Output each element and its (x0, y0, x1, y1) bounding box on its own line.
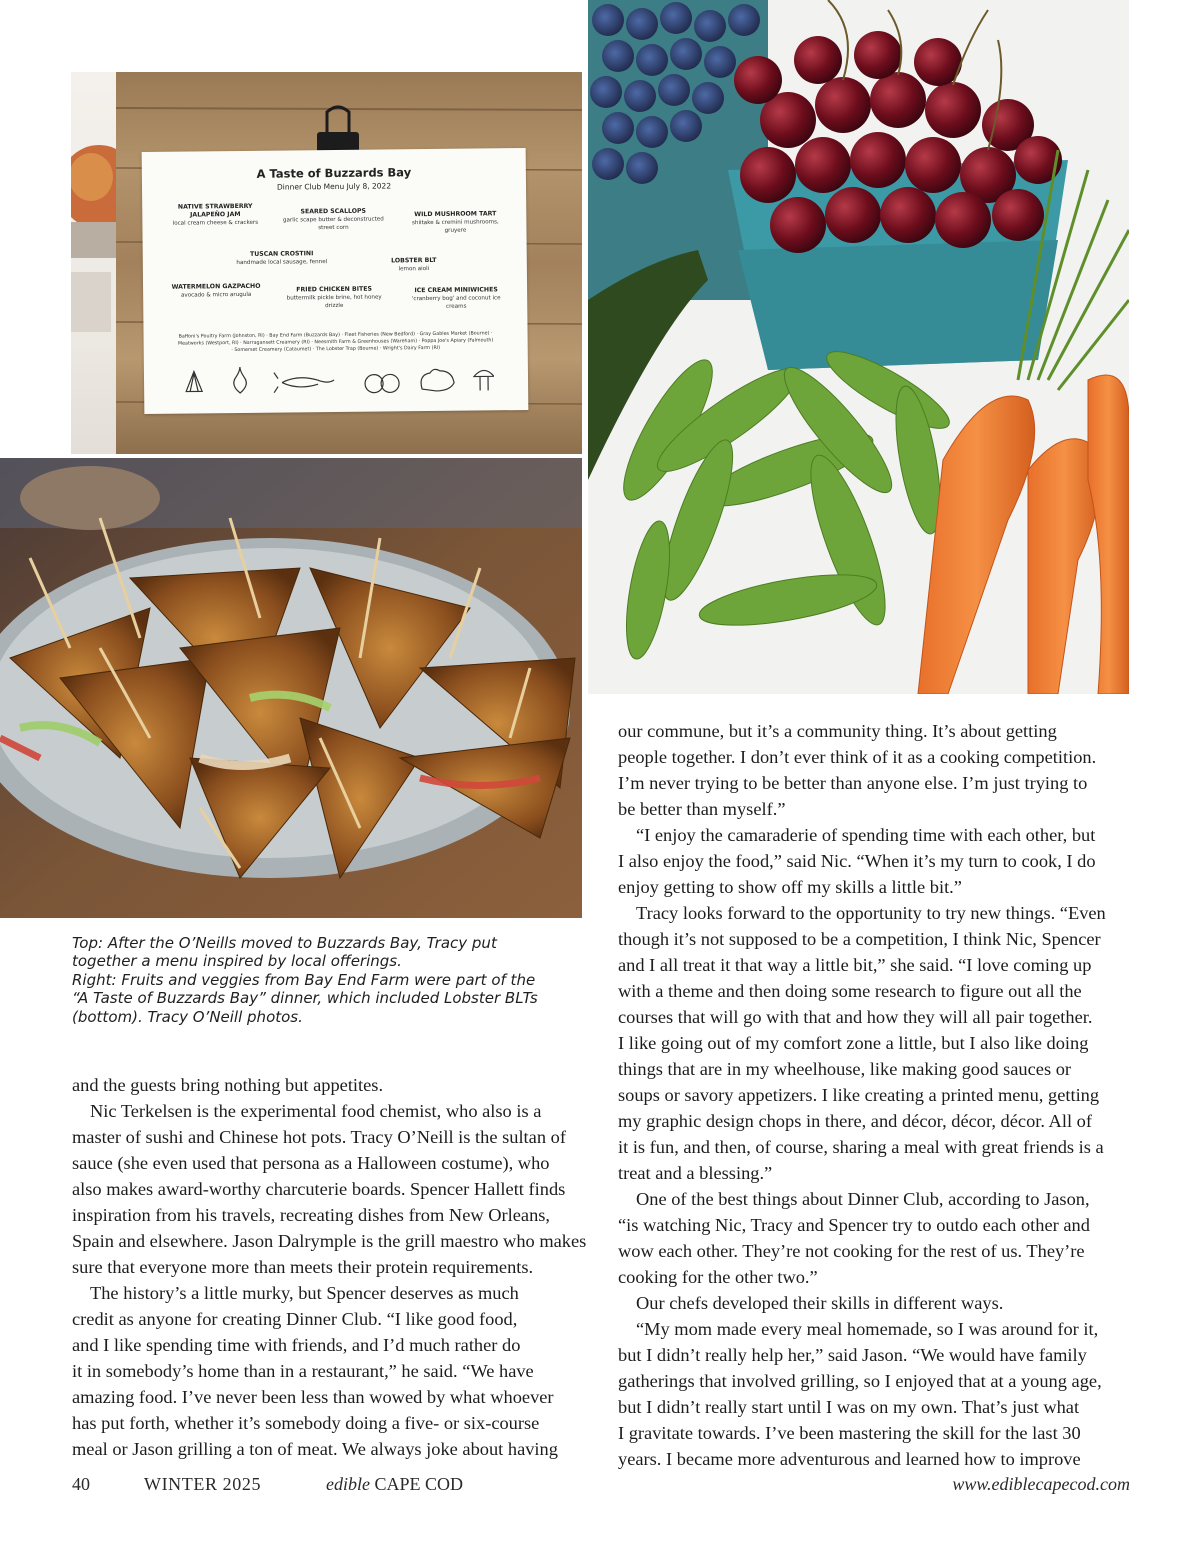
garlic-icon (234, 367, 247, 393)
body-text-line: soups or savory appetizers. I like creating a printed menu, getting (618, 1085, 1100, 1105)
body-text-line: I’m never trying to be better than anyone else. I’m just trying to (618, 773, 1088, 793)
dinner-menu-card (142, 148, 529, 414)
produce-photo (588, 0, 1129, 694)
body-text-line: inspiration from his travels, recreating dishes from New Orleans, (72, 1205, 551, 1225)
page-number: 40 (72, 1474, 90, 1494)
body-text-line: Our chefs developed their skills in different ways. (636, 1293, 1004, 1313)
body-text-line: people together. I don’t ever think of it as a cooking competition. (618, 747, 1097, 767)
scallop-icon (186, 371, 202, 391)
body-text-line: Tracy looks forward to the opportunity to try new things. “Even (636, 903, 1106, 923)
body-text-line: enjoy getting to show off my skills a little bit.” (618, 877, 962, 897)
body-text-line: though it’s not supposed to be a competition, I think Nic, Spencer (618, 929, 1101, 949)
body-text-line: and the guests bring nothing but appetites. (72, 1075, 384, 1095)
body-text-line: sure that everyone more than meets their protein requirements. (72, 1257, 534, 1277)
produce-illustration (588, 0, 1129, 694)
magazine-name-italic: edible (326, 1474, 370, 1494)
body-text-line: cooking for the other two.” (618, 1267, 818, 1287)
body-text-line: Spain and elsewhere. Jason Dalrymple is the grill maestro who makes (72, 1231, 587, 1251)
menu-subtitle: Dinner Club Menu July 8, 2022 (276, 181, 392, 192)
body-text-line: things that are in my wheelhouse, like making good sauces or (618, 1059, 1072, 1079)
menu-item: LOBSTER BLT lemon aioli (391, 256, 437, 273)
lobster-blt-photo (0, 458, 582, 918)
sandwich-platter-illustration (0, 458, 582, 918)
caption-line: “A Taste of Buzzards Bay” dinner, which included Lobster BLTs (72, 989, 538, 1008)
body-text-line: my graphic design chops in there, and décor, décor, décor. All of (618, 1111, 1092, 1131)
body-text-line: sauce (she even used that persona as a Halloween costume), who (72, 1153, 550, 1173)
body-text-line: has put forth, whether it’s somebody doing a five- or six-course (72, 1413, 540, 1433)
tomato-icon (365, 375, 383, 393)
menu-farm-credits: Baffoni's Poultry Farm (Johnston, RI) · Bay End Farm (Buzzards Bay) · Fleet Fisheries (New Bedford) · Gray Gables Market (Bourne) · Meatworks (Westport, RI) · Narragansett Creamery (RI) · Neesmith Farm & Greenhouses (Wareham) · Poppa Joe's Apiary (Falmouth) · Somerset Creamery (Cataumet) · The Lobster Trap (Bourne) · Wright's Dairy Farm (RI) (177, 331, 494, 354)
menu-item: WATERMELON GAZPACHO avocado & micro arugula (171, 282, 261, 299)
body-text-line: gatherings that involved grilling, so I enjoyed that at a young age, (618, 1371, 1102, 1391)
caption-line: Top: After the O’Neills moved to Buzzards Bay, Tracy put (72, 934, 497, 952)
chicken-icon (421, 369, 454, 391)
body-text-line: “My mom made every meal homemade, so I was around for it, (636, 1319, 1099, 1339)
magazine-name-rest: CAPE COD (369, 1474, 463, 1494)
body-text-line: I also enjoy the food,” said Nic. “When it’s my turn to cook, I do (618, 851, 1096, 871)
body-text-line: meal or Jason grilling a ton of meat. We always joke about having (72, 1439, 558, 1459)
website-url[interactable]: www.ediblecapecod.com (952, 1474, 1130, 1494)
body-text-line: and I all treat it that way a little bit,” she said. “I love coming up (618, 955, 1092, 975)
body-text-line: master of sushi and Chinese hot pots. Tracy O’Neill is the sultan of (72, 1127, 566, 1147)
body-text-line: wow each other. They’re not cooking for the rest of us. They’re (618, 1241, 1085, 1261)
body-text-line: with a theme and then doing some research to figure out all the (618, 981, 1082, 1001)
menu-item: SEARED SCALLOPS garlic scape butter & deconstructed street corn (282, 207, 384, 232)
magazine-name (326, 1474, 463, 1495)
body-text-line: “I enjoy the camaraderie of spending time with each other, but (636, 825, 1096, 845)
body-text-line: our commune, but it’s a community thing. It’s about getting (618, 721, 1057, 741)
body-text-line: treat and a blessing.” (618, 1163, 773, 1183)
body-text-line: amazing food. I’ve never been less than wowed by what whoever (72, 1387, 554, 1407)
body-text-line: courses that will go with that and how they will all pair together. (618, 1007, 1093, 1027)
body-text-line: it is fun, and then, of course, sharing a meal with great friends is a (618, 1137, 1104, 1157)
body-text-line: I like going out of my comfort zone a little, but I also like doing (618, 1033, 1089, 1053)
body-text-line: credit as anyone for creating Dinner Club. “I like good food, (72, 1309, 518, 1329)
body-text-line: but I didn’t really help her,” said Jason. “We would have family (618, 1345, 1087, 1365)
body-text-line: years. I became more adventurous and learned how to improve (618, 1449, 1081, 1469)
mushroom-icon (474, 370, 494, 390)
caption-line: (bottom). Tracy O’Neill photos. (72, 1007, 303, 1026)
body-text-line: be better than myself.” (618, 799, 786, 819)
body-text-line: “is watching Nic, Tracy and Spencer try to outdo each other and (618, 1215, 1090, 1235)
body-text-line: The history’s a little murky, but Spencer deserves as much (90, 1283, 519, 1303)
menu-item: WILD MUSHROOM TART shiitake & cremini mushrooms, gruyere (411, 210, 499, 234)
body-text-line: Nic Terkelsen is the experimental food chemist, who also is a (90, 1101, 542, 1121)
menu-item: FRIED CHICKEN BITES buttermilk pickle brine, hot honey drizzle (286, 285, 382, 310)
body-text-line: I gravitate towards. I’ve been mastering the skill for the last 30 (618, 1423, 1081, 1443)
caption-line: Right: Fruits and veggies from Bay End Farm were part of the (72, 970, 536, 989)
photo-caption (72, 934, 582, 1026)
lobster-icon (274, 372, 334, 393)
menu-item: ICE CREAM MINIWICHES 'cranberry bog' and coconut ice creams (411, 286, 501, 310)
article-column-left (72, 1072, 587, 1462)
caption-line: together a menu inspired by local offerings. (72, 952, 402, 971)
article-column-right (618, 718, 1130, 1472)
menu-illustration-icons (178, 360, 494, 399)
menu-title: A Taste of Buzzards Bay (256, 165, 412, 181)
issue-label: WINTER 2025 (144, 1474, 262, 1494)
body-text-line: One of the best things about Dinner Club, according to Jason, (636, 1189, 1090, 1209)
menu-card-photo (71, 72, 582, 454)
menu-item: TUSCAN CROSTINI handmade local sausage, fennel (236, 250, 328, 267)
menu-item: NATIVE STRAWBERRY JALAPEÑO JAM local cream cheese & crackers (172, 202, 259, 227)
body-text-line: and I like spending time with friends, and I’d much rather do (72, 1335, 521, 1355)
body-text-line: also makes award-worthy charcuterie boards. Spencer Hallett finds (72, 1179, 566, 1199)
body-text-line: but I didn’t really start until I was on my own. That’s just what (618, 1397, 1080, 1417)
body-text-line: it in somebody’s home than in a restaurant,” he said. “We have (72, 1361, 534, 1381)
